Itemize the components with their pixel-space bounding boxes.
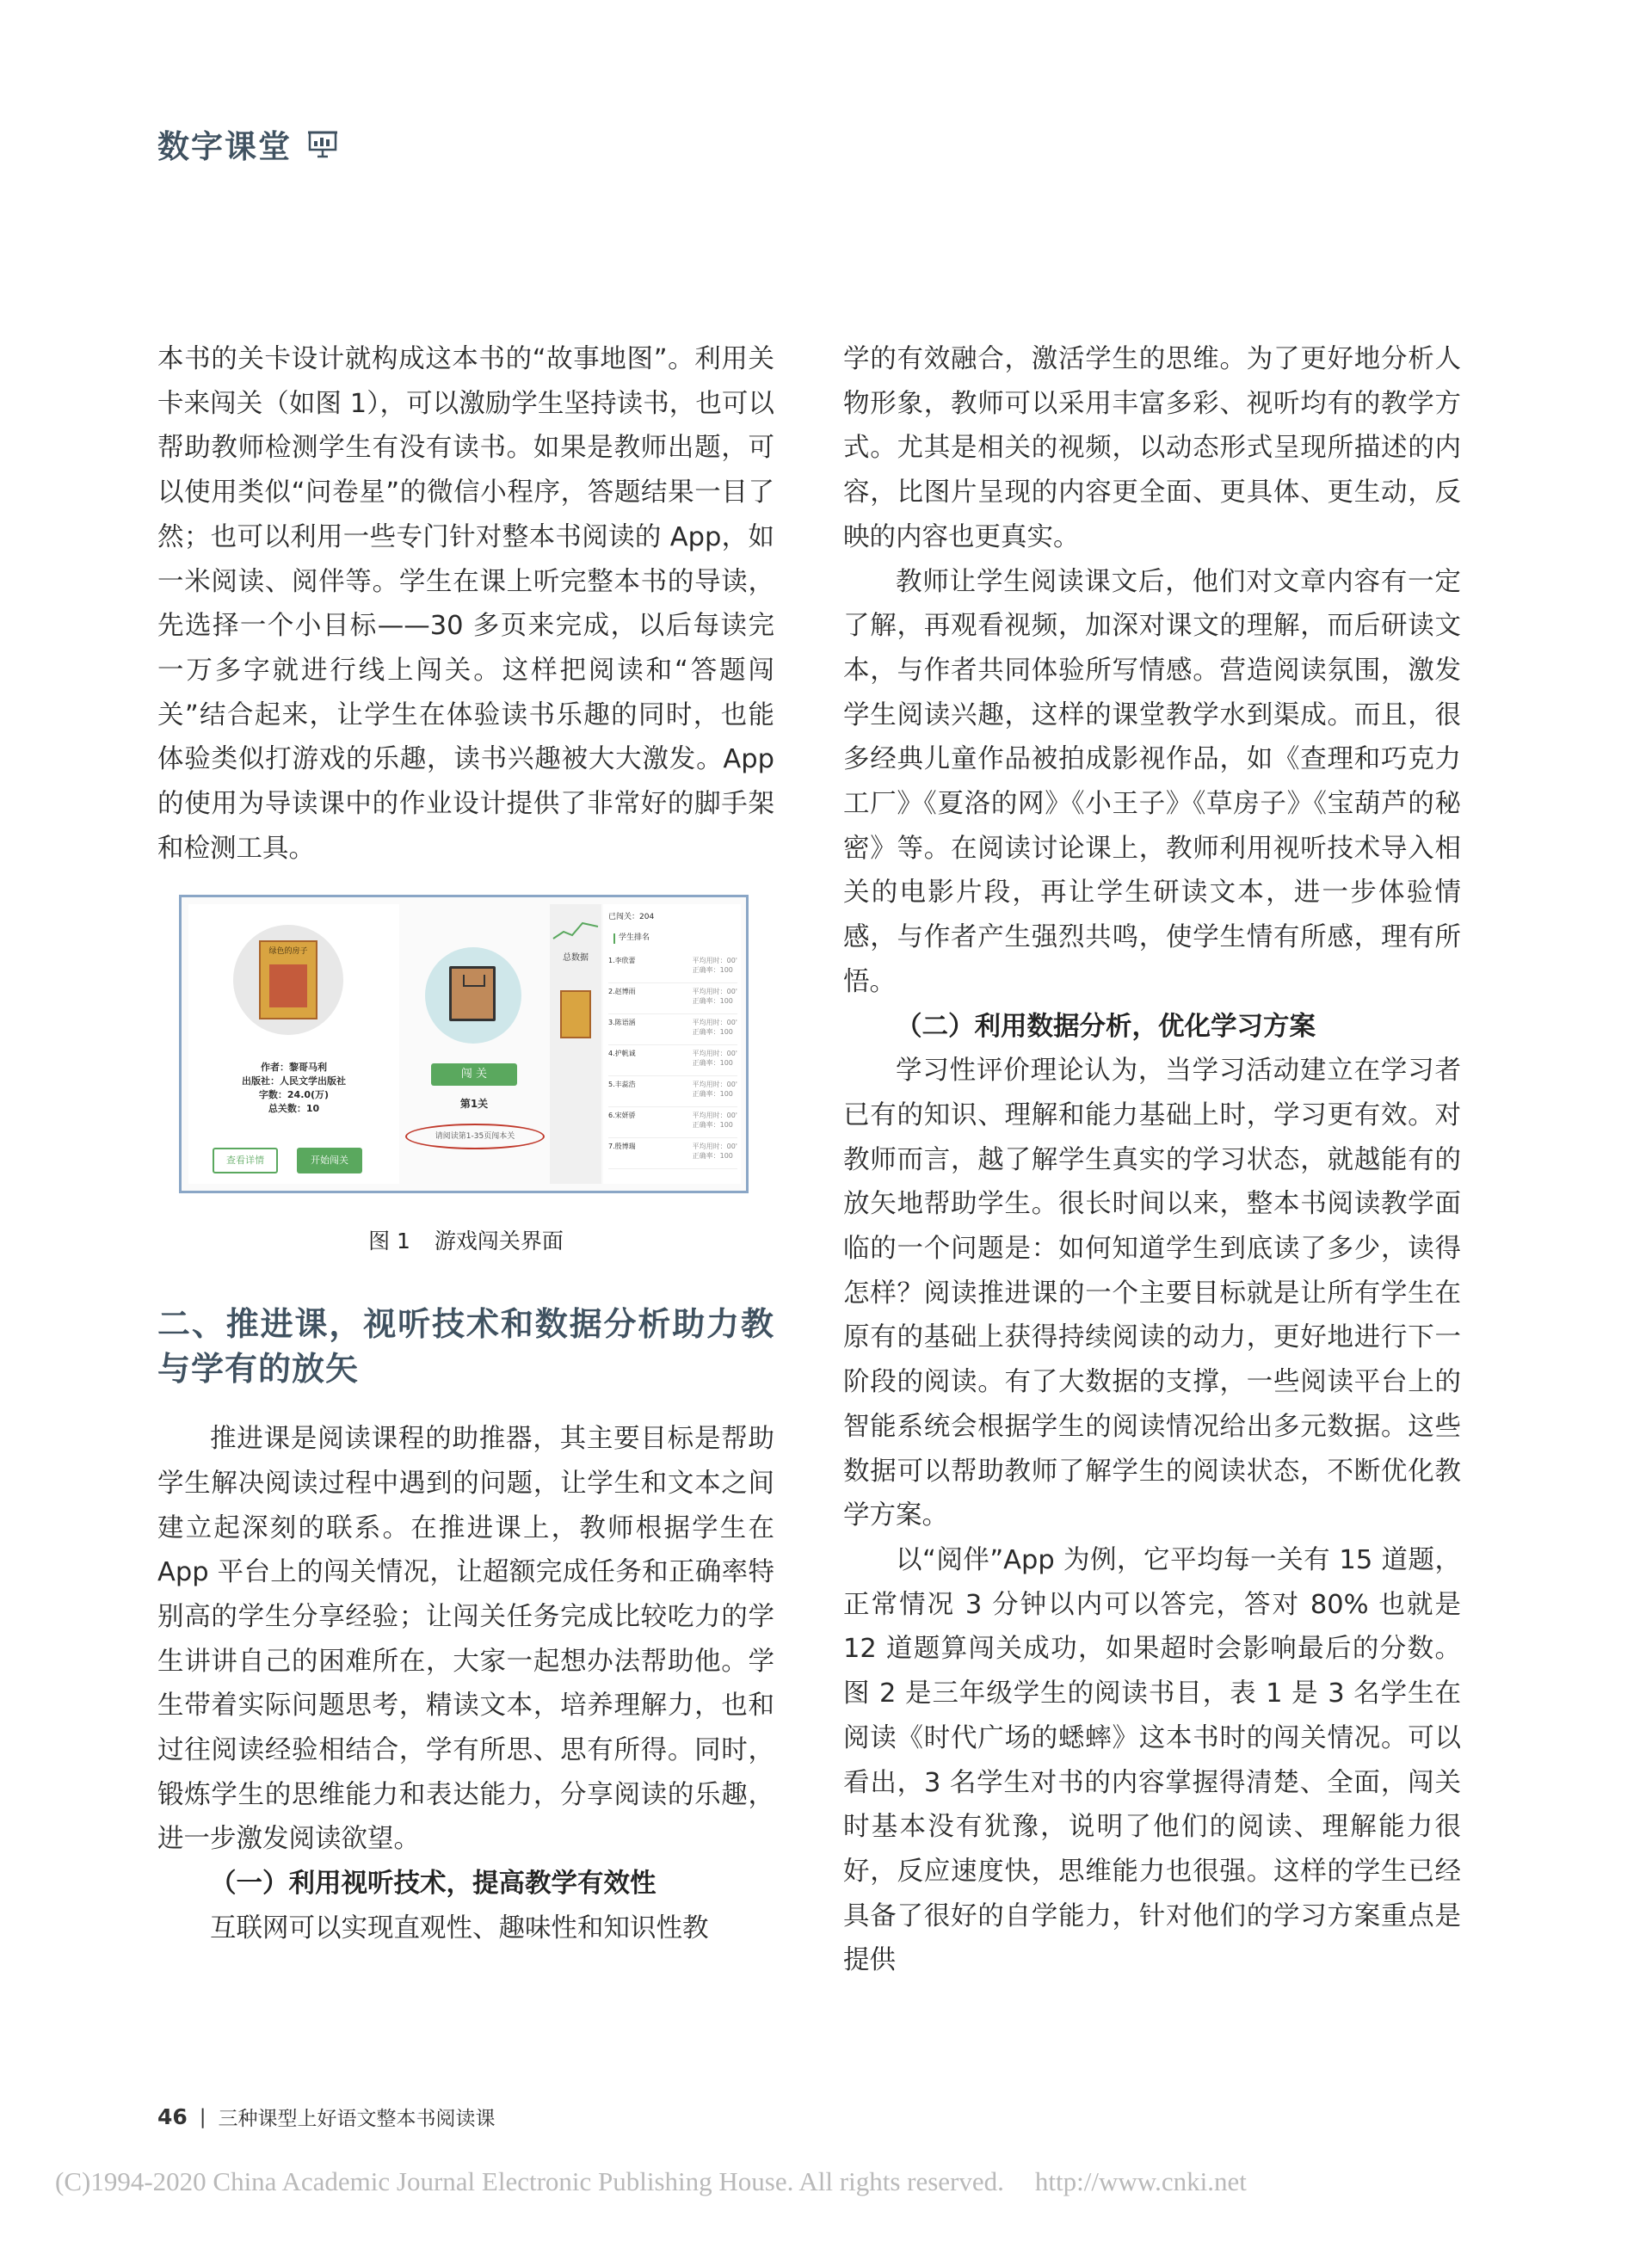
- rank-name: 5.丰蕊浩: [608, 1081, 636, 1089]
- rank-row: [608, 1138, 737, 1169]
- section-heading: 二、推进课，视听技术和数据分析助力教与学有的放矢: [157, 1305, 774, 1389]
- book-info-panel: [188, 904, 399, 1184]
- paragraph: 互联网可以实现直观性、趣味性和知识性教: [210, 1912, 709, 1943]
- copyright-notice: [55, 2166, 1247, 2197]
- rank-name: 3.陈语涵: [608, 1019, 636, 1027]
- rank-row: [608, 1076, 737, 1107]
- footer-separator: |: [199, 2105, 206, 2128]
- paragraph: 本书的关卡设计就构成这本书的“故事地图”。利用关卡来闯关（如图 1），可以激励学生坚持读书，也可以帮助教师检测学生有没有读书。如果是教师出题，可以使用类似“问卷星”的微信小程序，答题结果一目了然；也可以利用一些专门针对整本书阅读的 App，如一米阅读、阅伴等。学生在课上听完整本书的导读，先选择一个小目标——30 多页来完成，以后每读完一万多字就进行线上闯关。这样把阅读和“答题闯关”结合起来，让学生在体验读书乐趣的同时，也能体验类似打游戏的乐趣，读书兴趣被大大激发。App 的使用为导读课中的作业设计提供了非常好的脚手架和检测工具。: [157, 344, 774, 864]
- rank-row: [608, 952, 737, 983]
- trend-line-icon: [552, 916, 600, 942]
- figure-number: 图 1: [368, 1229, 410, 1254]
- rank-name: 6.宋妍骄: [608, 1112, 636, 1120]
- copyright-url: http://www.cnki.net: [1034, 2166, 1247, 2196]
- book-thumb: [560, 990, 591, 1038]
- sub-heading: （二）利用数据分析，优化学习方案: [896, 1011, 1316, 1042]
- right-column: [843, 337, 1461, 1983]
- rank-title: 学生排名: [613, 933, 650, 944]
- rank-row: [608, 1014, 737, 1045]
- level-panel: [405, 904, 543, 1184]
- figure-game-level-screen: [179, 895, 749, 1193]
- start-level-button[interactable]: 开始闯关: [297, 1148, 362, 1173]
- rank-stat: 平均用时：00' 正确率：100: [692, 1019, 737, 1037]
- paragraph: 学的有效融合，激活学生的思维。为了更好地分析人物形象，教师可以采用丰富多彩、视听均有的教学方式。尤其是相关的视频，以动态形式呈现所描述的内容，比图片呈现的内容更全面、更具体、更生动，反映的内容也更真实。: [843, 344, 1461, 552]
- pass-count: 已闯关：204: [608, 913, 655, 922]
- running-title: 三种课型上好语文整本书阅读课: [218, 2108, 496, 2130]
- rank-stat: 平均用时：00' 正确率：100: [692, 1081, 737, 1099]
- author-text: 作者：黎哥马利: [261, 1062, 327, 1074]
- details-button[interactable]: 查看详情: [213, 1148, 278, 1173]
- stats-sidebar: [550, 904, 601, 1184]
- figure-caption: [157, 1219, 774, 1264]
- presentation-board-icon: [307, 128, 338, 159]
- paragraph: 学习性评价理论认为，当学习活动建立在学习者已有的知识、理解和能力基础上时，学习更有效。对教师而言，越了解学生真实的学习状态，就越能有的放矢地帮助学生。很长时间以来，整本书阅读教学面临的一个问题是：如何知道学生到底读了多少，读得怎样？阅读推进课的一个主要目标就是让所有学生在原有的基础上获得持续阅读的动力，更好地进行下一阶段的阅读。有了大数据的支撑，一些阅读平台上的智能系统会根据学生的阅读情况给出多元数据。这些数据可以帮助教师了解学生的阅读状态，不断优化教学方案。: [843, 1056, 1461, 1531]
- figure-title: 游戏闯关界面: [434, 1229, 564, 1254]
- page-number: 46: [157, 2104, 188, 2129]
- section-title: 数字课堂: [157, 128, 292, 165]
- cover-title: 绿色的房子: [268, 947, 308, 957]
- copyright-text: (C)1994-2020 China Academic Journal Electronic Publishing House. All rights reserved.: [55, 2166, 1004, 2196]
- rank-name: 2.赵博雨: [608, 988, 636, 996]
- rank-row: [608, 1107, 737, 1138]
- rank-stat: 平均用时：00' 正确率：100: [692, 957, 737, 975]
- ranking-panel: [603, 904, 741, 1184]
- book-cover: [233, 925, 343, 1035]
- paragraph: 教师让学生阅读课文后，他们对文章内容有一定了解，再观看视频，加深对课文的理解，而后研读文本，与作者共同体验所写情感。营造阅读氛围，激发学生阅读兴趣，这样的课堂教学水到渠成。而且，很多经典儿童作品被拍成影视作品，如《查理和巧克力工厂》《夏洛的网》《小王子》《草房子》《宝葫芦的秘密》等。在阅读讨论课上，教师利用视听技术导入相关的电影片段，再让学生研读文本，进一步体验情感，与作者产生强烈共鸣，使学生情有所感，理有所悟。: [843, 566, 1461, 997]
- paragraph: 推进课是阅读课程的助推器，其主要目标是帮助学生解决阅读过程中遇到的问题，让学生和文本之间建立起深刻的联系。在推进课上，教师根据学生在 App 平台上的闯关情况，让超额完成任务和正确率特别高的学生分享经验；让闯关任务完成比较吃力的学生讲讲自己的困难所在，大家一起想办法帮助他。学生带着实际问题思考，精读文本，培养理解力，也和过往阅读经验相结合，学有所思、思有所得。同时，锻炼学生的思维能力和表达能力，分享阅读的乐趣，进一步激发阅读欲望。: [157, 1424, 774, 1855]
- page-header: [157, 120, 338, 167]
- rank-name: 4.护帆诚: [608, 1050, 636, 1058]
- rank-stat: 平均用时：00' 正确率：100: [692, 1050, 737, 1068]
- rank-list: [608, 952, 737, 1169]
- rank-stat: 平均用时：00' 正确率：100: [692, 1112, 737, 1130]
- stats-label[interactable]: 总数据: [563, 953, 589, 964]
- rank-row: [608, 1045, 737, 1076]
- range-hint: 请阅读第1-35页闯本关: [405, 1124, 545, 1149]
- rank-row: [608, 983, 737, 1014]
- left-column: [157, 337, 774, 1951]
- rank-name: 1.李欣蕾: [608, 957, 636, 965]
- level-label: 第1关: [459, 1098, 489, 1111]
- paragraph: 以“阅伴”App 为例，它平均每一关有 15 道题，正常情况 3 分钟以内可以答完，答对 80% 也就是 12 道题算闯关成功，如果超时会影响最后的分数。图 2 是三年级学生的阅读书目，表 1 是 3 名学生在阅读《时代广场的蟋蟀》这本书时的闯关情况。可以看出，3 名学生对书的内容掌握得清楚、全面，闯关时基本没有犹豫，说明了他们的阅读、理解能力很好，反应速度快，思维能力也很强。这样的学生已经具备了很好的自学能力，针对他们的学习方案重点是提供: [843, 1544, 1461, 1976]
- rank-stat: 平均用时：00' 正确率：100: [692, 1143, 737, 1161]
- rank-stat: 平均用时：00' 正确率：100: [692, 988, 737, 1006]
- rank-name: 7.殷博瑞: [608, 1143, 636, 1151]
- word-count-text: 字数：24.0(万): [258, 1089, 330, 1101]
- sub-heading: （一）利用视听技术，提高教学有效性: [210, 1869, 656, 1900]
- levels-total-text: 总关数：10: [268, 1103, 320, 1115]
- book-level-icon: [425, 947, 521, 1044]
- publisher-text: 出版社：人民文学出版社: [242, 1075, 346, 1087]
- page-footer: [157, 2103, 496, 2131]
- pass-button[interactable]: 闯 关: [431, 1063, 517, 1086]
